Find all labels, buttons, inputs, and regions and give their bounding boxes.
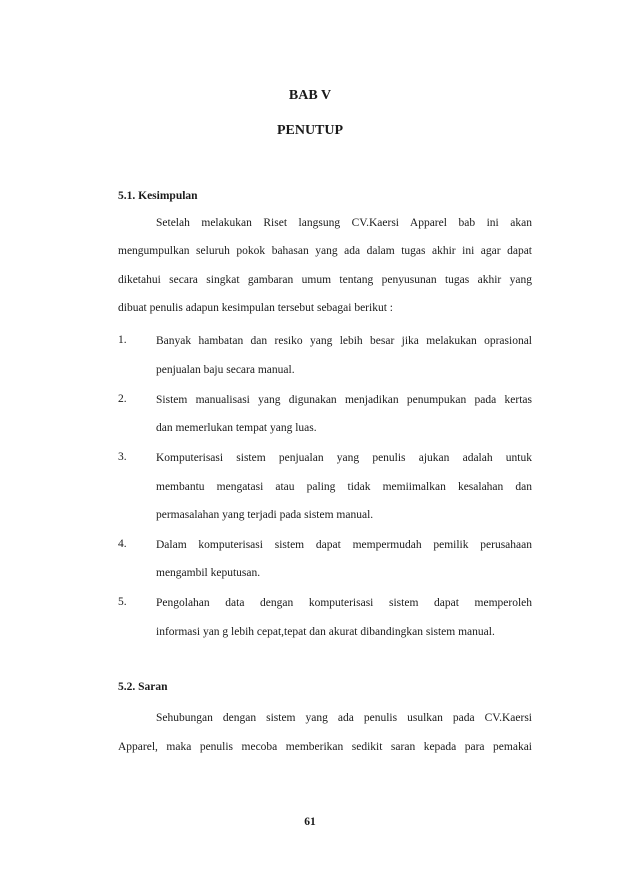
list-item-line: Dalam komputerisasi sistem dapat mempermudah pemilik perusahaan — [156, 539, 532, 551]
list-item-line: membantu mengatasi atau paling tidak memiimalkan kesalahan dan — [156, 481, 532, 493]
paragraph-line: Sehubungan dengan sistem yang ada penulis usulkan pada CV.Kaersi — [156, 712, 532, 724]
list-item-number: 3. — [118, 451, 127, 463]
list-item-number: 5. — [118, 596, 127, 608]
list-item-number: 4. — [118, 538, 127, 550]
list-item-line: mengambil keputusan. — [156, 567, 261, 579]
list-item-line: dan memerlukan tempat yang luas. — [156, 422, 317, 434]
section-heading-saran: 5.2. Saran — [118, 681, 168, 693]
paragraph-line: Setelah melakukan Riset langsung CV.Kaersi Apparel bab ini akan — [156, 217, 532, 229]
list-item-line: informasi yan g lebih cepat,tepat dan akurat dibandingkan sistem manual. — [156, 626, 495, 638]
paragraph-line: Apparel, maka penulis mecoba memberikan sedikit saran kepada para pemakai — [118, 741, 532, 753]
page-number: 61 — [304, 816, 316, 828]
paragraph-line: mengumpulkan seluruh pokok bahasan yang ada dalam tugas akhir ini agar dapat — [118, 245, 532, 257]
list-item-number: 1. — [118, 334, 127, 346]
list-item-line: Banyak hambatan dan resiko yang lebih besar jika melakukan oprasional — [156, 335, 532, 347]
list-item-line: Komputerisasi sistem penjualan yang penulis ajukan adalah untuk — [156, 452, 532, 464]
chapter-number: BAB V — [288, 88, 332, 103]
list-item-line: Sistem manualisasi yang digunakan menjadikan penumpukan pada kertas — [156, 394, 532, 406]
paragraph-line: dibuat penulis adapun kesimpulan tersebut sebagai berikut : — [118, 302, 393, 314]
list-item-number: 2. — [118, 393, 127, 405]
paragraph-line: diketahui secara singkat gambaran umum tentang penyusunan tugas akhir yang — [118, 274, 532, 286]
list-item-line: permasalahan yang terjadi pada sistem manual. — [156, 509, 374, 521]
list-item-line: Pengolahan data dengan komputerisasi sistem dapat memperoleh — [156, 597, 532, 609]
list-item-line: penjualan baju secara manual. — [156, 364, 295, 376]
section-heading-kesimpulan: 5.1. Kesimpulan — [118, 190, 198, 202]
chapter-title: PENUTUP — [276, 123, 344, 138]
